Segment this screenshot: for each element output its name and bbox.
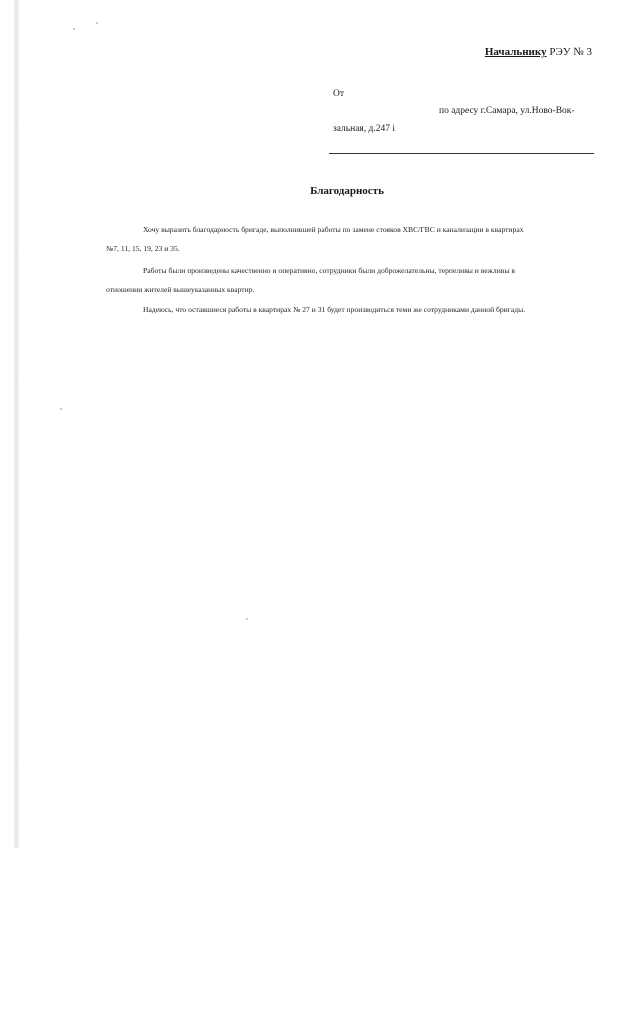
addressee-role: Начальнику [484,46,547,58]
body-paragraph1-line1: Хочу выразить благодарность бригаде, выполнившей работы по замене стояков ХВС/ГВС и канализации в квартирах [143,225,524,234]
signature-line [329,153,594,154]
document-title: Благодарность [310,185,384,197]
addressee-org: РЭУ № 3 [549,46,592,58]
scan-speck [73,28,75,30]
body-paragraph3-line1: Надеюсь, что оставшиеся работы в квартирах № 27 и 31 будет производиться теми же сотрудниками данной бригады. [143,305,526,314]
scan-edge-shadow [14,0,19,848]
scan-speck [246,618,248,620]
addressee-block [485,46,592,58]
body-paragraph1-line2: №7, 11, 15, 19, 23 и 35. [106,244,180,253]
scan-speck [60,408,62,410]
scan-speck [96,22,98,24]
from-label: От [333,89,345,99]
body-paragraph2-line1: Работы были произведены качественно и оперативно, сотрудники были доброжелательны, терпеливы и вежливы в [143,266,515,275]
body-paragraph2-line2: отношении жителей вышеуказанных квартир. [106,285,255,294]
sender-address-line1: по адресу г.Самара, ул.Ново-Вок- [439,106,575,116]
sender-address-line2: зальная, д.247 і [333,124,396,134]
